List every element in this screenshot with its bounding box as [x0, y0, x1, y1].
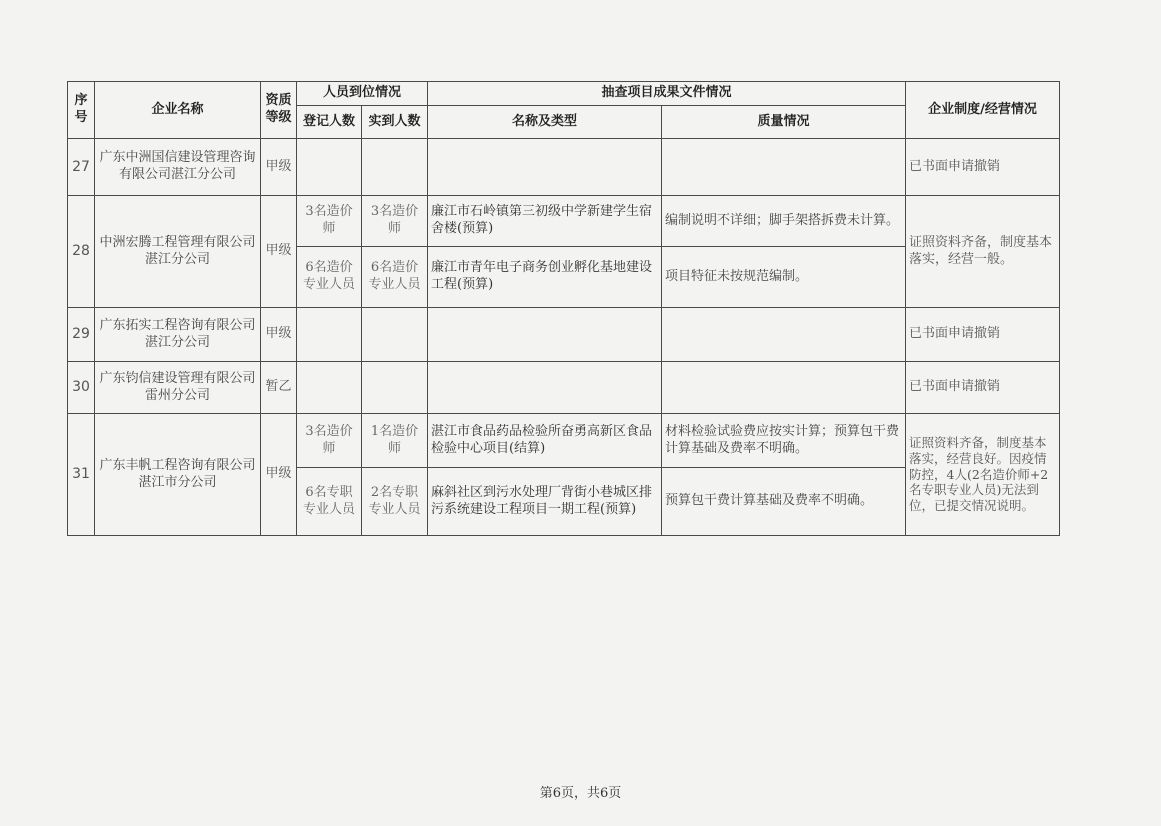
row-registered: [297, 362, 362, 414]
row-quality: [662, 362, 906, 414]
row-actual: 1名造价师: [362, 414, 428, 468]
inspection-table: [67, 81, 1060, 536]
header-seq: 序号: [68, 82, 95, 139]
table-row: [68, 139, 1060, 196]
row-seq: 30: [68, 362, 95, 414]
table-row: [68, 414, 1060, 468]
row-seq: 27: [68, 139, 95, 196]
row-company: 广东拓实工程咨询有限公司湛江分公司: [95, 308, 261, 362]
row-grade: 甲级: [261, 196, 297, 308]
header-actual: 实到人数: [362, 106, 428, 139]
row-quality: 预算包干费计算基础及费率不明确。: [662, 468, 906, 536]
row-registered: [297, 139, 362, 196]
row-project-name: 湛江市食品药品检验所奋勇高新区食品检验中心项目(结算): [428, 414, 662, 468]
header-quality: 质量情况: [662, 106, 906, 139]
row-registered: 3名造价师: [297, 414, 362, 468]
header-registered: 登记人数: [297, 106, 362, 139]
row-quality: 编制说明不详细；脚手架搭拆费未计算。: [662, 196, 906, 247]
page-number: 第6页，共6页: [539, 786, 622, 801]
row-actual: 6名造价专业人员: [362, 247, 428, 308]
row-registered: 6名专职专业人员: [297, 468, 362, 536]
row-status: 已书面申请撤销: [906, 308, 1060, 362]
table-row: [68, 308, 1060, 362]
row-status: 已书面申请撤销: [906, 139, 1060, 196]
row-seq: 28: [68, 196, 95, 308]
row-company: 广东中洲国信建设管理咨询有限公司湛江分公司: [95, 139, 261, 196]
row-project-name: [428, 139, 662, 196]
table-row: [68, 362, 1060, 414]
row-status: 证照资料齐备，制度基本落实，经营一般。: [906, 196, 1060, 308]
header-company: 企业名称: [95, 82, 261, 139]
header-staff-group: 人员到位情况: [297, 82, 428, 106]
row-actual: [362, 362, 428, 414]
table-row: [68, 196, 1060, 247]
header-grade: 资质等级: [261, 82, 297, 139]
row-registered: 6名造价专业人员: [297, 247, 362, 308]
row-registered: [297, 308, 362, 362]
row-project-name: [428, 308, 662, 362]
row-project-name: 廉江市青年电子商务创业孵化基地建设工程(预算): [428, 247, 662, 308]
row-grade: 暂乙: [261, 362, 297, 414]
row-seq: 29: [68, 308, 95, 362]
row-quality: [662, 308, 906, 362]
header-project-group: 抽查项目成果文件情况: [428, 82, 906, 106]
row-actual: 3名造价师: [362, 196, 428, 247]
header-status: 企业制度/经营情况: [906, 82, 1060, 139]
row-seq: 31: [68, 414, 95, 536]
row-grade: 甲级: [261, 414, 297, 536]
row-quality: [662, 139, 906, 196]
row-grade: 甲级: [261, 308, 297, 362]
row-registered: 3名造价师: [297, 196, 362, 247]
row-quality: 材料检验试验费应按实计算；预算包干费计算基础及费率不明确。: [662, 414, 906, 468]
row-company: 中洲宏腾工程管理有限公司湛江分公司: [95, 196, 261, 308]
row-actual: [362, 139, 428, 196]
row-project-name: 麻斜社区到污水处理厂背街小巷城区排污系统建设工程项目一期工程(预算): [428, 468, 662, 536]
row-project-name: 廉江市石岭镇第三初级中学新建学生宿舍楼(预算): [428, 196, 662, 247]
row-status: 证照资料齐备，制度基本落实，经营良好。因疫情防控，4人(2名造价师+2名专职专业人员)无法到位，已提交情况说明。: [906, 414, 1060, 536]
row-actual: [362, 308, 428, 362]
row-actual: 2名专职专业人员: [362, 468, 428, 536]
row-status: 已书面申请撤销: [906, 362, 1060, 414]
row-quality: 项目特征未按规范编制。: [662, 247, 906, 308]
row-grade: 甲级: [261, 139, 297, 196]
row-company: 广东钧信建设管理有限公司雷州分公司: [95, 362, 261, 414]
header-project-name: 名称及类型: [428, 106, 662, 139]
row-company: 广东丰帆工程咨询有限公司湛江市分公司: [95, 414, 261, 536]
row-project-name: [428, 362, 662, 414]
